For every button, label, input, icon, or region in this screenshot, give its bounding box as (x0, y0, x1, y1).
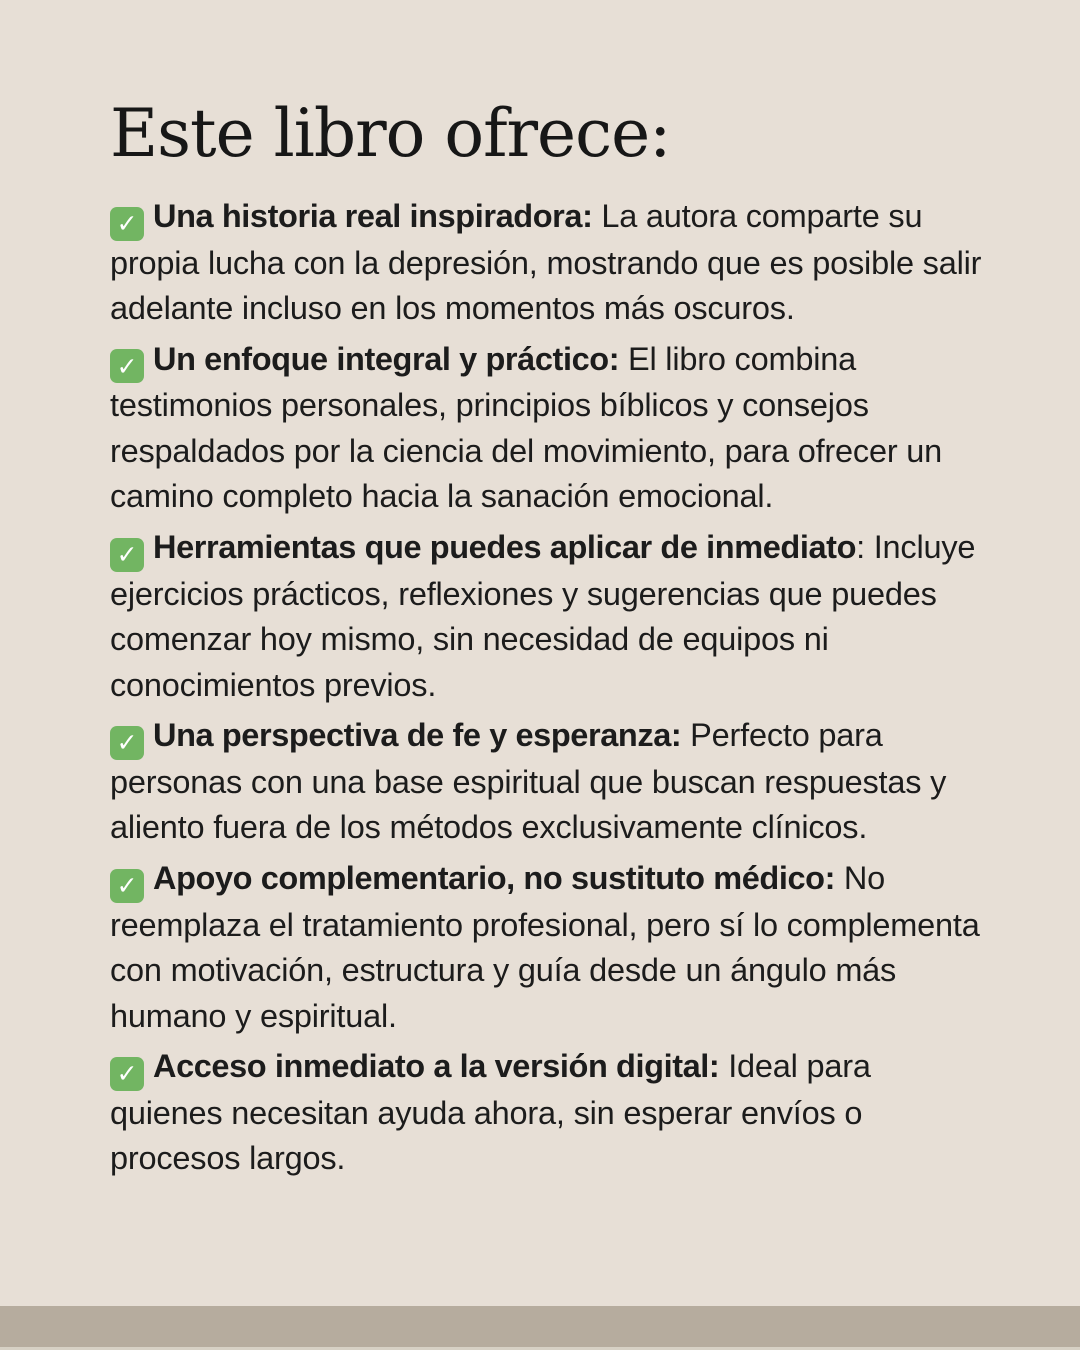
check-icon: ✓ (110, 726, 144, 760)
check-icon: ✓ (110, 207, 144, 241)
list-item (110, 194, 982, 332)
content-area (110, 96, 982, 1187)
item-heading: Acceso inmediato a la versión digital: (153, 1048, 720, 1085)
page-title: Este libro ofrece: (110, 95, 671, 172)
item-body: Ideal para quienes necesitan ayuda ahora, sin esperar envíos o procesos largos. (110, 1048, 871, 1177)
benefits-list (110, 194, 982, 1182)
item-body: No reemplaza el tratamiento profesional, pero sí lo complementa con motivación, estructura y guía desde un ángulo más humano y espiritual. (110, 859, 980, 1034)
item-heading: Herramientas que puedes aplicar de inmediato (153, 528, 857, 565)
check-icon: ✓ (110, 1057, 144, 1091)
item-body: : Incluye ejercicios prácticos, reflexiones y sugerencias que puedes comenzar hoy mismo, sin necesidad de equipos ni conocimientos previos. (110, 528, 976, 703)
item-heading: Una perspectiva de fe y esperanza: (153, 717, 682, 754)
item-body: La autora comparte su propia lucha con la depresión, mostrando que es posible salir adelante incluso en los momentos más oscuros. (110, 197, 982, 327)
item-body: El libro combina testimonios personales, principios bíblicos y consejos respaldados por la ciencia del movimiento, para ofrecer un camino completo hacia la sanación emocional. (110, 340, 943, 515)
list-item (110, 337, 982, 520)
item-heading: Apoyo complementario, no sustituto médico: (153, 859, 835, 896)
check-icon: ✓ (110, 349, 144, 383)
item-heading: Una historia real inspiradora: (153, 197, 593, 234)
item-body: Perfecto para personas con una base espiritual que buscan respuestas y aliento fuera de los métodos exclusivamente clínicos. (110, 717, 947, 846)
footer-bar (0, 1306, 1080, 1347)
check-icon: ✓ (110, 538, 144, 572)
item-heading: Un enfoque integral y práctico: (153, 340, 620, 377)
check-icon: ✓ (110, 869, 144, 903)
list-item (110, 1044, 982, 1182)
list-item (110, 713, 982, 851)
list-item (110, 856, 982, 1039)
list-item (110, 525, 982, 708)
